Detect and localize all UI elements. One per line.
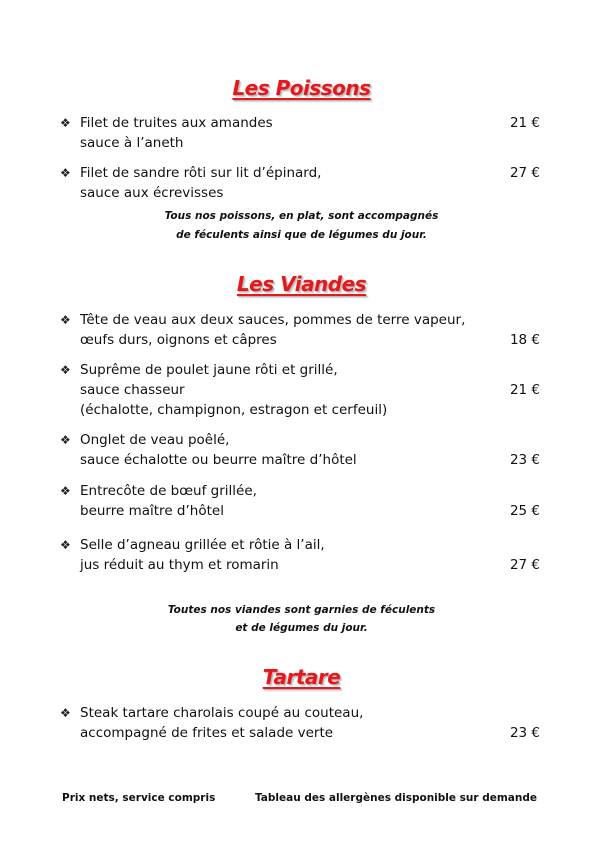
section-note: et de légumes du jour. [235,622,368,634]
bullet-icon: ❖ [60,484,71,498]
bullet-icon: ❖ [60,166,71,180]
item-line: sauce chasseur [80,382,185,398]
item-price: 21 € [509,115,540,131]
section-note: Toutes nos viandes sont garnies de féculents [167,604,436,616]
item-line: beurre maître d’hôtel [80,503,224,519]
item-price: 23 € [509,725,540,741]
item-line: Onglet de veau poêlé, [80,432,230,448]
section-title-poissons: Les Poissons [232,76,371,100]
section-note: de féculents ainsi que de légumes du jour. [176,229,427,241]
item-price: 25 € [509,503,540,519]
item-line: Filet de truites aux amandes [80,115,273,131]
item-line: accompagné de frites et salade verte [80,725,334,741]
item-line: Entrecôte de bœuf grillée, [80,483,257,499]
item-line: œufs durs, oignons et câpres [80,332,277,348]
item-line: Filet de sandre rôti sur lit d’épinard, [80,165,322,181]
item-price: 21 € [509,382,540,398]
section-title-tartare: Tartare [262,665,341,689]
item-line: Selle d’agneau grillée et rôtie à l’ail, [80,537,325,553]
bullet-icon: ❖ [60,116,71,130]
bullet-icon: ❖ [60,706,71,720]
item-price: 27 € [509,165,540,181]
bullet-icon: ❖ [60,363,71,377]
item-line: sauce échalotte ou beurre maître d’hôtel [80,452,357,468]
item-price: 27 € [509,557,540,573]
item-line: jus réduit au thym et romarin [80,557,279,573]
bullet-icon: ❖ [60,538,71,552]
item-line: Steak tartare charolais coupé au couteau, [80,705,364,721]
footer-allergens-note: Tableau des allergènes disponible sur demande [255,792,538,804]
item-line: sauce aux écrevisses [80,185,224,201]
item-line: Suprême de poulet jaune rôti et grillé, [80,362,338,378]
item-price: 18 € [509,332,540,348]
item-price: 23 € [509,452,540,468]
item-line: Tête de veau aux deux sauces, pommes de terre vapeur, [80,312,466,328]
item-line: (échalotte, champignon, estragon et cerfeuil) [80,402,388,418]
section-title-viandes: Les Viandes [236,272,367,296]
footer-prices-note: Prix nets, service compris [62,792,216,804]
section-note: Tous nos poissons, en plat, sont accompagnés [164,210,439,222]
item-line: sauce à l’aneth [80,135,184,151]
bullet-icon: ❖ [60,433,71,447]
bullet-icon: ❖ [60,313,71,327]
